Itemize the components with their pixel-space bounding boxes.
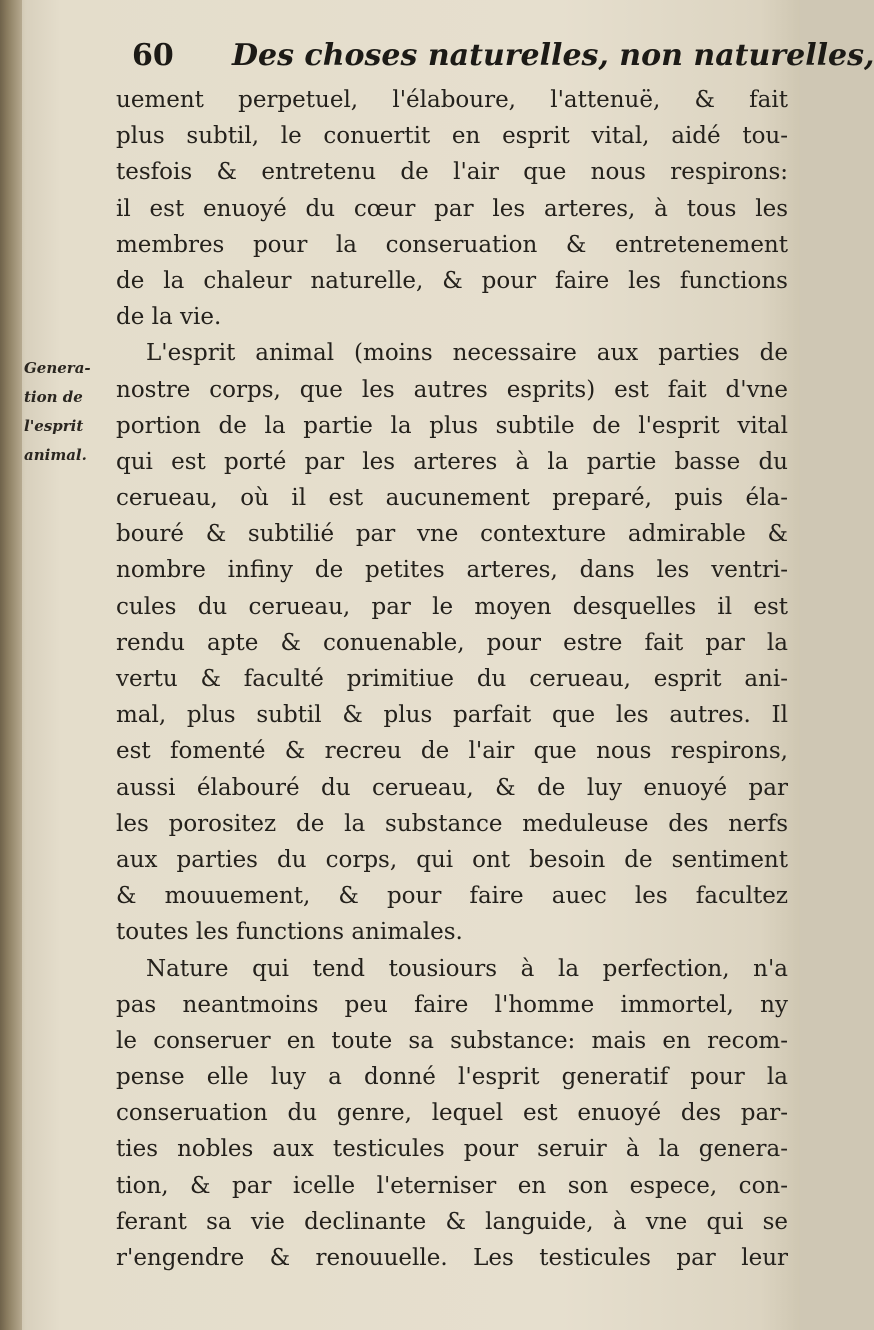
text-line: aux parties du corps, qui ont besoin de sentiment	[116, 846, 788, 873]
text-line: plus subtil, le conuertit en esprit vital, aidé tou-	[116, 123, 788, 150]
text-line: cerueau, où il est aucunement preparé, puis éla-	[116, 485, 788, 512]
text-line: les porositez de la substance meduleuse des nerfs	[116, 810, 788, 837]
text-line: nombre infiny de petites arteres, dans les ventri-	[116, 557, 788, 584]
text-line: toutes les functions animales.	[116, 919, 463, 946]
margin-note-line: l'esprit	[24, 417, 84, 435]
page-header	[128, 36, 874, 82]
text-line: de la chaleur naturelle, & pour faire les functions	[116, 267, 788, 294]
text-line: tesfois & entretenu de l'air que nous respirons:	[116, 159, 788, 186]
page-number: 60	[132, 38, 174, 73]
text-line: mal, plus subtil & plus parfait que les autres. Il	[116, 702, 788, 729]
text-line: de la vie.	[116, 304, 222, 331]
text-line: conseruation du genre, lequel est enuoyé des par-	[116, 1100, 788, 1127]
margin-note-line: tion de	[24, 388, 83, 406]
running-head: Des choses naturelles, non naturelles,	[232, 38, 874, 73]
margin-note	[24, 354, 120, 470]
text-line: cules du cerueau, par le moyen desquelles il est	[116, 593, 788, 620]
text-line: tion, & par icelle l'eterniser en son espece, con-	[116, 1172, 788, 1199]
text-line: le conseruer en toute sa substance: mais en recom-	[116, 1027, 788, 1054]
text-line: uement perpetuel, l'élaboure, l'attenuë, & fait	[116, 87, 788, 113]
margin-note-line: Genera-	[24, 359, 91, 377]
text-line: pas neantmoins peu faire l'homme immortel, ny	[116, 991, 788, 1018]
text-line: est fomenté & recreu de l'air que nous respirons,	[116, 738, 788, 765]
text-line: ferant sa vie declinante & languide, à vne qui se	[116, 1208, 788, 1235]
book-binding	[0, 0, 22, 1330]
text-line: rendu apte & conuenable, pour estre fait par la	[116, 629, 788, 656]
margin-note-line: animal.	[24, 446, 87, 464]
text-line: ties nobles aux testicules pour seruir à la genera-	[116, 1136, 788, 1163]
text-line: bouré & subtilié par vne contexture admirable &	[116, 521, 788, 548]
text-line: portion de la partie la plus subtile de l'esprit vital	[116, 412, 788, 439]
text-line: vertu & faculté primitiue du cerueau, esprit ani-	[116, 666, 788, 692]
text-line: r'engendre & renouuelle. Les testicules par leur	[116, 1245, 788, 1271]
text-line: qui est porté par les arteres à la partie basse du	[116, 448, 788, 475]
text-line: nostre corps, que les autres esprits) est fait d'vne	[116, 376, 788, 403]
text-line: il est enuoyé du cœur par les arteres, à tous les	[116, 195, 788, 222]
text-line: pense elle luy a donné l'esprit generatif pour la	[116, 1064, 788, 1091]
text-line: membres pour la conseruation & entretenement	[116, 231, 788, 258]
text-line: & mouuement, & pour faire auec les facultez	[116, 883, 788, 910]
text-line: aussi élabouré du cerueau, & de luy enuoyé par	[116, 774, 788, 801]
text-line: L'esprit animal (moins necessaire aux parties de	[146, 340, 788, 367]
text-line: Nature qui tend tousiours à la perfection, n'a	[146, 955, 788, 982]
body-text	[116, 82, 788, 1276]
